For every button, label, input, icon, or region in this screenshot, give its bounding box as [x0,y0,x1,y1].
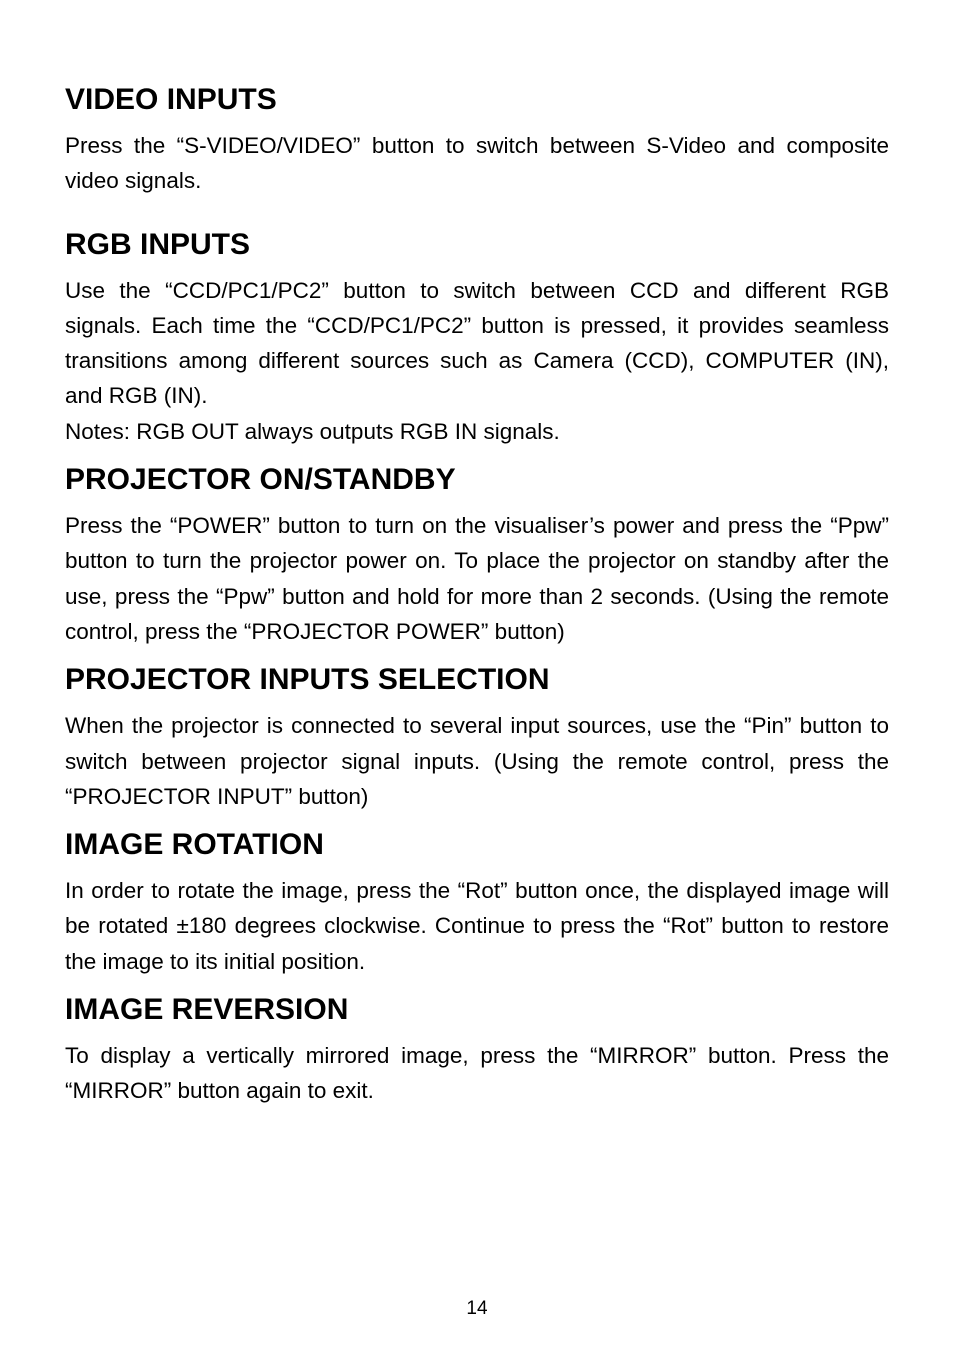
section-body: In order to rotate the image, press the “Rot” button once, the displayed image will be rotated ±180 degrees clockwise. Continue to press the “Rot” button to restore the image to its initial position. [65,878,889,974]
section-video-inputs [65,78,889,199]
section-title: IMAGE ROTATION [65,828,324,862]
section-body: Press the “S-VIDEO/VIDEO” button to switch between S-Video and composite video signals. [65,133,889,194]
section-title: VIDEO INPUTS [65,83,277,116]
section-title: IMAGE REVERSION [65,993,349,1027]
section-body: When the projector is connected to several input sources, use the “Pin” button to switch between projector signal inputs. (Using the remote control, press the “PROJECTOR INPUT” button) [65,713,889,809]
section-title: PROJECTOR INPUTS SELECTION [65,663,550,697]
section-projector-inputs-selection [65,658,889,814]
section-title: RGB INPUTS [65,227,251,261]
section-image-rotation [65,823,889,979]
page-number: 14 [466,1298,488,1319]
section-image-reversion [65,988,889,1109]
section-body: To display a vertically mirrored image, press the “MIRROR” button. Press the “MIRROR” button again to exit. [65,1043,889,1104]
section-note: Notes: RGB OUT always outputs RGB IN signals. [65,418,560,444]
section-rgb-inputs [65,223,889,449]
section-projector-on-standby [65,458,889,649]
section-body: Use the “CCD/PC1/PC2” button to switch between CCD and different RGB signals. Each time the “CCD/PC1/PC2” button is pressed, it provides seamless transitions among different sources such as Camera (CCD), COMPUTER (IN), and RGB (IN). [65,277,889,409]
section-body: Press the “POWER” button to turn on the visualiser’s power and press the “Ppw” button to turn the projector power on. To place the projector on standby after the use, press the “Ppw” button and hold for more than 2 seconds. (Using the remote control, press the “PROJECTOR POWER” button) [65,513,889,644]
manual-page [65,78,889,1109]
section-title: PROJECTOR ON/STANDBY [65,463,456,497]
